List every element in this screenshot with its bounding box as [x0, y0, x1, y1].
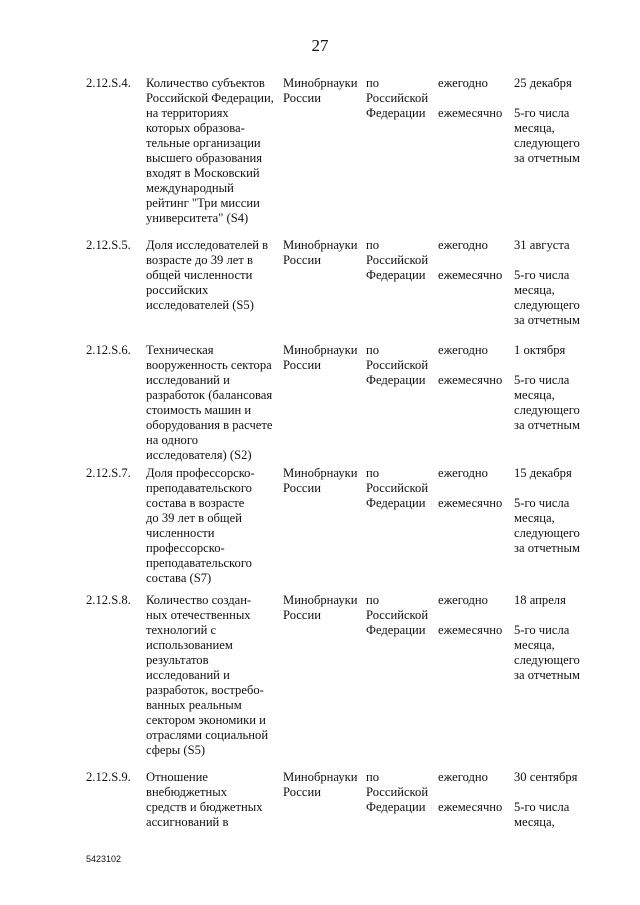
periodicity-monthly: ежемесячно: [438, 106, 503, 120]
submission-deadline: [514, 466, 604, 556]
deadline-annual: 31 августа: [514, 238, 570, 252]
territory-level: по Российской Федерации: [366, 76, 429, 120]
indicator-code: 2.12.S.8.: [86, 593, 131, 607]
responsible-agency: Минобрнауки России: [283, 76, 358, 105]
indicator-code: 2.12.S.7.: [86, 466, 131, 480]
submission-deadline: [514, 343, 604, 433]
deadline-monthly: 5-го числа месяца, следующего за отчетным: [514, 496, 580, 555]
indicator-name: Техническая вооруженность сектора исследований и разработок (балансовая стоимость машин и оборудования в расчете на одного исследователя) (S2): [146, 343, 273, 462]
deadline-monthly: 5-го числа месяца, следующего за отчетным: [514, 106, 580, 165]
indicator-name: Доля профессорско- преподавательского состава в возрасте до 39 лет в общей численности профессорско- преподавательского состава (S7): [146, 466, 255, 585]
indicator-name: Доля исследователей в возрасте до 39 лет в общей численности российских исследователей (S5): [146, 238, 269, 312]
responsible-agency: Минобрнауки России: [283, 593, 358, 622]
periodicity-annual: ежегодно: [438, 343, 488, 357]
periodicity: [438, 466, 514, 511]
territory-level: по Российской Федерации: [366, 343, 429, 387]
periodicity-monthly: ежемесячно: [438, 496, 503, 510]
responsible-agency: Минобрнауки России: [283, 238, 358, 267]
periodicity-annual: ежегодно: [438, 238, 488, 252]
periodicity-monthly: ежемесячно: [438, 373, 503, 387]
deadline-annual: 18 апреля: [514, 593, 566, 607]
periodicity: [438, 76, 514, 121]
indicator-name: Отношение внебюджетных средств и бюджетных ассигнований в: [146, 770, 263, 829]
page-number: 27: [311, 36, 329, 55]
indicator-code: 2.12.S.6.: [86, 343, 131, 357]
periodicity-monthly: ежемесячно: [438, 268, 503, 282]
deadline-monthly: 5-го числа месяца, следующего за отчетным: [514, 268, 580, 327]
periodicity: [438, 343, 514, 388]
responsible-agency: Минобрнауки России: [283, 770, 358, 799]
deadline-annual: 25 декабря: [514, 76, 572, 90]
responsible-agency: Минобрнауки России: [283, 466, 358, 495]
indicator-code: 2.12.S.5.: [86, 238, 131, 252]
periodicity-monthly: ежемесячно: [438, 623, 503, 637]
deadline-monthly: 5-го числа месяца,: [514, 800, 570, 829]
periodicity: [438, 593, 514, 638]
responsible-agency: Минобрнауки России: [283, 343, 358, 372]
territory-level: по Российской Федерации: [366, 466, 429, 510]
territory-level: по Российской Федерации: [366, 593, 429, 637]
indicator-code: 2.12.S.4.: [86, 76, 131, 90]
deadline-monthly: 5-го числа месяца, следующего за отчетным: [514, 373, 580, 432]
deadline-annual: 1 октября: [514, 343, 566, 357]
deadline-annual: 15 декабря: [514, 466, 572, 480]
territory-level: по Российской Федерации: [366, 770, 429, 814]
periodicity: [438, 238, 514, 283]
submission-deadline: [514, 770, 604, 830]
indicator-code: 2.12.S.9.: [86, 770, 131, 784]
indicator-name: Количество создан- ных отечественных технологий с использованием результатов исследований и разработок, востребо- ванных реальным сектором экономики и отраслями социальной сферы (S5): [146, 593, 269, 757]
periodicity-monthly: ежемесячно: [438, 800, 503, 814]
document-code: 5423102: [86, 854, 122, 864]
periodicity-annual: ежегодно: [438, 76, 488, 90]
deadline-monthly: 5-го числа месяца, следующего за отчетным: [514, 623, 580, 682]
periodicity: [438, 770, 514, 815]
submission-deadline: [514, 238, 604, 328]
submission-deadline: [514, 76, 604, 166]
territory-level: по Российской Федерации: [366, 238, 429, 282]
periodicity-annual: ежегодно: [438, 466, 488, 480]
periodicity-annual: ежегодно: [438, 593, 488, 607]
indicator-name: Количество субъектов Российской Федерации, на территориях которых образова- тельные организации высшего образования входят в Московский международный рейтинг "Три миссии университета" (S4): [146, 76, 274, 225]
deadline-annual: 30 сентября: [514, 770, 578, 784]
submission-deadline: [514, 593, 604, 683]
periodicity-annual: ежегодно: [438, 770, 488, 784]
